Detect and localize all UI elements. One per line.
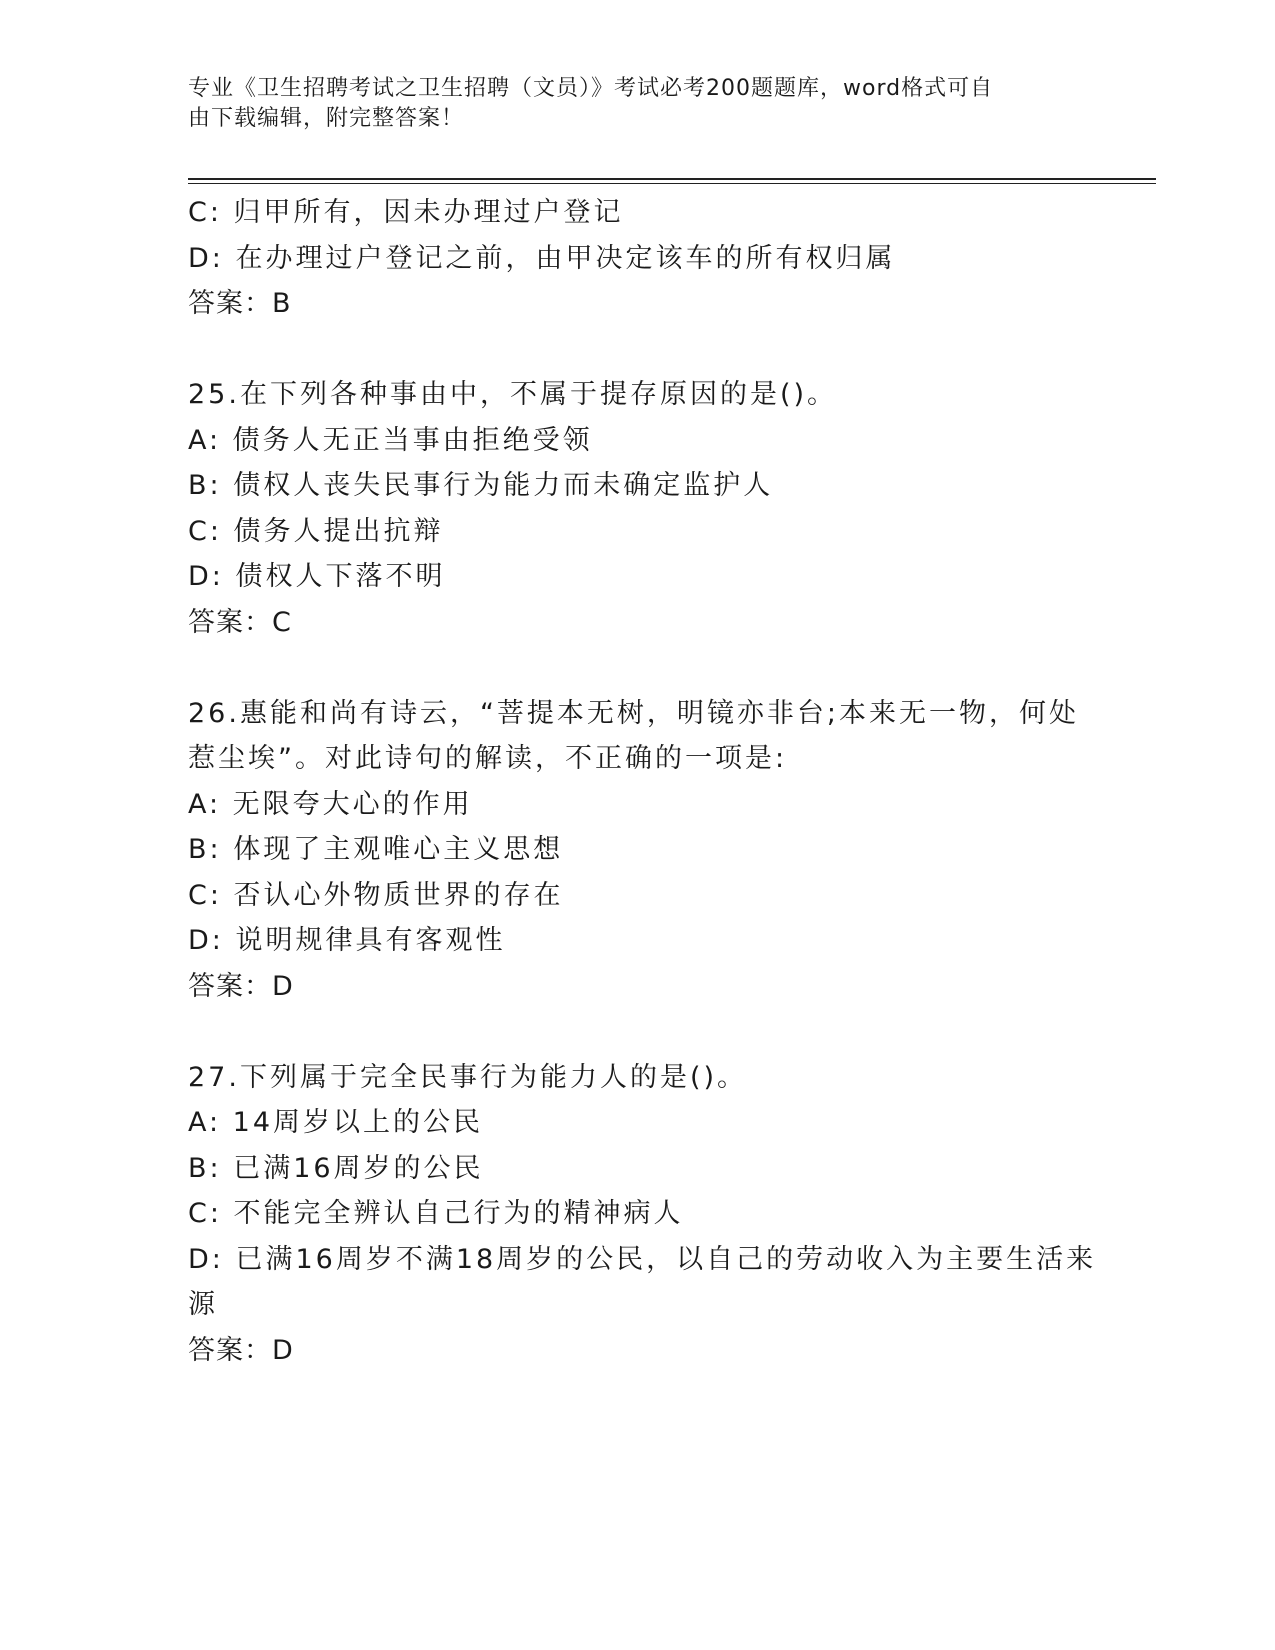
option-d: D: 债权人下落不明 <box>188 561 446 592</box>
answer-line: 答案：D <box>188 1334 294 1366</box>
option-b: B: 已满16周岁的公民 <box>188 1152 484 1184</box>
document-header <box>188 74 1068 134</box>
option-c: C: 否认心外物质世界的存在 <box>188 879 564 911</box>
header-divider-thick <box>188 178 1156 180</box>
header-divider-thin <box>188 183 1156 184</box>
option-b: B: 体现了主观唯心主义思想 <box>188 834 564 865</box>
answer-line: 答案：B <box>188 288 292 319</box>
question-27 <box>188 1055 1097 1374</box>
question-stem-continued: 惹尘埃”。对此诗句的解读，不正确的一项是: <box>188 743 788 774</box>
spacer <box>188 645 1088 691</box>
option-d: D: 已满16周岁不满18周岁的公民，以自己的劳动收入为主要生活来 <box>188 1243 1097 1275</box>
option-c: C: 归甲所有，因未办理过户登记 <box>188 197 624 228</box>
question-list <box>188 190 1097 1373</box>
question-stem: 26.惠能和尚有诗云，“菩提本无树，明镜亦非台;本来无一物，何处 <box>188 697 1080 729</box>
question-fragment <box>188 190 1088 327</box>
answer-line: 答案：D <box>188 970 294 1002</box>
option-c: C: 不能完全辨认自己行为的精神病人 <box>188 1198 684 1229</box>
question-25 <box>188 372 1088 645</box>
answer-line: 答案：C <box>188 606 292 638</box>
spacer <box>188 327 1088 373</box>
header-line-2: 由下载编辑，附完整答案！ <box>188 106 465 131</box>
option-d: D: 说明规律具有客观性 <box>188 925 506 956</box>
option-d-continued: 源 <box>188 1289 218 1320</box>
option-a: A: 债务人无正当事由拒绝受领 <box>188 424 593 456</box>
spacer <box>188 1009 1088 1055</box>
question-26 <box>188 691 1088 1010</box>
option-a: A: 14周岁以上的公民 <box>188 1107 484 1138</box>
option-a: A: 无限夸大心的作用 <box>188 788 473 820</box>
option-d: D: 在办理过户登记之前，由甲决定该车的所有权归属 <box>188 242 896 274</box>
option-c: C: 债务人提出抗辩 <box>188 515 444 547</box>
header-line-1: 专业《卫生招聘考试之卫生招聘（文员）》考试必考200题题库，word格式可自 <box>188 76 994 101</box>
question-stem: 27.下列属于完全民事行为能力人的是()。 <box>188 1061 748 1093</box>
question-stem: 25.在下列各种事由中，不属于提存原因的是()。 <box>188 379 838 410</box>
option-b: B: 债权人丧失民事行为能力而未确定监护人 <box>188 470 774 501</box>
